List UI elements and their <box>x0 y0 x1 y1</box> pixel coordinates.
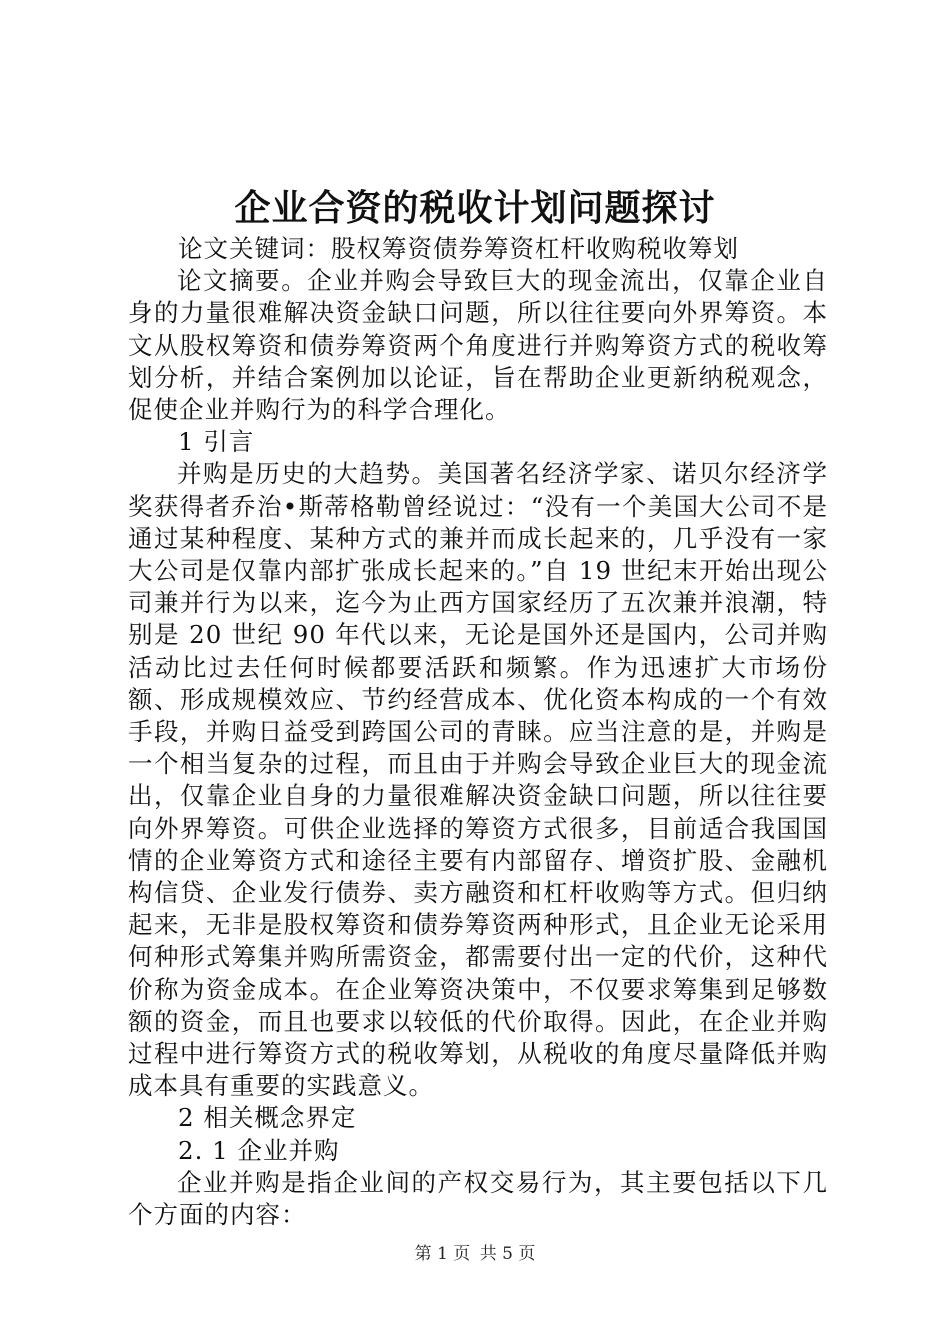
abstract-paragraph: 论文摘要。企业并购会导致巨大的现金流出，仅靠企业自身的力量很难解决资金缺口问题，所以往往要向外界筹资。本文从股权筹资和债券筹资两个角度进行并购筹资方式的税收筹划分析，并结合案例加以论证，旨在帮助企业更新纳税观念，促使企业并购行为的科学合理化。 <box>128 266 828 425</box>
section-1-paragraph: 并购是历史的大趋势。美国著名经济学家、诺贝尔经济学奖获得者乔治•斯蒂格勒曾经说过：“没有一个美国大公司不是通过某种程度、某种方式的兼并而成长起来的，几乎没有一家大公司是仅靠内部扩张成长起来的。”自 19 世纪末开始出现公司兼并行为以来，迄今为止西方国家经历了五次兼并浪潮，特别是 20 世纪 90 年代以来，无论是国外还是国内，公司并购活动比过去任何时候都要活跃和频繁。作为迅速扩大市场份额、形成规模效应、节约经营成本、优化资本构成的一个有效手段，并购日益受到跨国公司的青睐。应当注意的是，并购是一个相当复杂的过程，而且由于并购会导致企业巨大的现金流出，仅靠企业自身的力量很难解决资金缺口问题，所以往往要向外界筹资。可供企业选择的筹资方式很多，目前适合我国国情的企业筹资方式和途径主要有内部留存、增资扩股、金融机构信贷、企业发行债券、卖方融资和杠杆收购等方式。但归纳起来，无非是股权筹资和债券筹资两种形式，且企业无论采用何种形式筹集并购所需资金，都需要付出一定的代价，这种代价称为资金成本。在企业筹资决策中，不仅要求筹集到足够数额的资金，而且也要求以较低的代价取得。因此，在企业并购过程中进行筹资方式的税收筹划，从税收的角度尽量降低并购成本具有重要的实践意义。 <box>128 459 828 1101</box>
document-body <box>128 233 828 1231</box>
keywords-line: 论文关键词：股权筹资债券筹资杠杆收购税收筹划 <box>178 234 739 263</box>
section-2-heading: 2 相关概念界定 <box>178 1103 357 1133</box>
section-2-1-heading: 2. 1 企业并购 <box>178 1135 340 1165</box>
page-total: 共 5 页 <box>479 1244 536 1264</box>
page-number: 第 1 页 <box>414 1244 471 1264</box>
section-2-1-paragraph: 企业并购是指企业间的产权交易行为，其主要包括以下几个方面的内容： <box>128 1167 828 1230</box>
section-1-heading: 1 引言 <box>178 427 255 457</box>
page-footer <box>0 1242 950 1266</box>
document-title: 企业合资的税收计划问题探讨 <box>234 187 716 229</box>
